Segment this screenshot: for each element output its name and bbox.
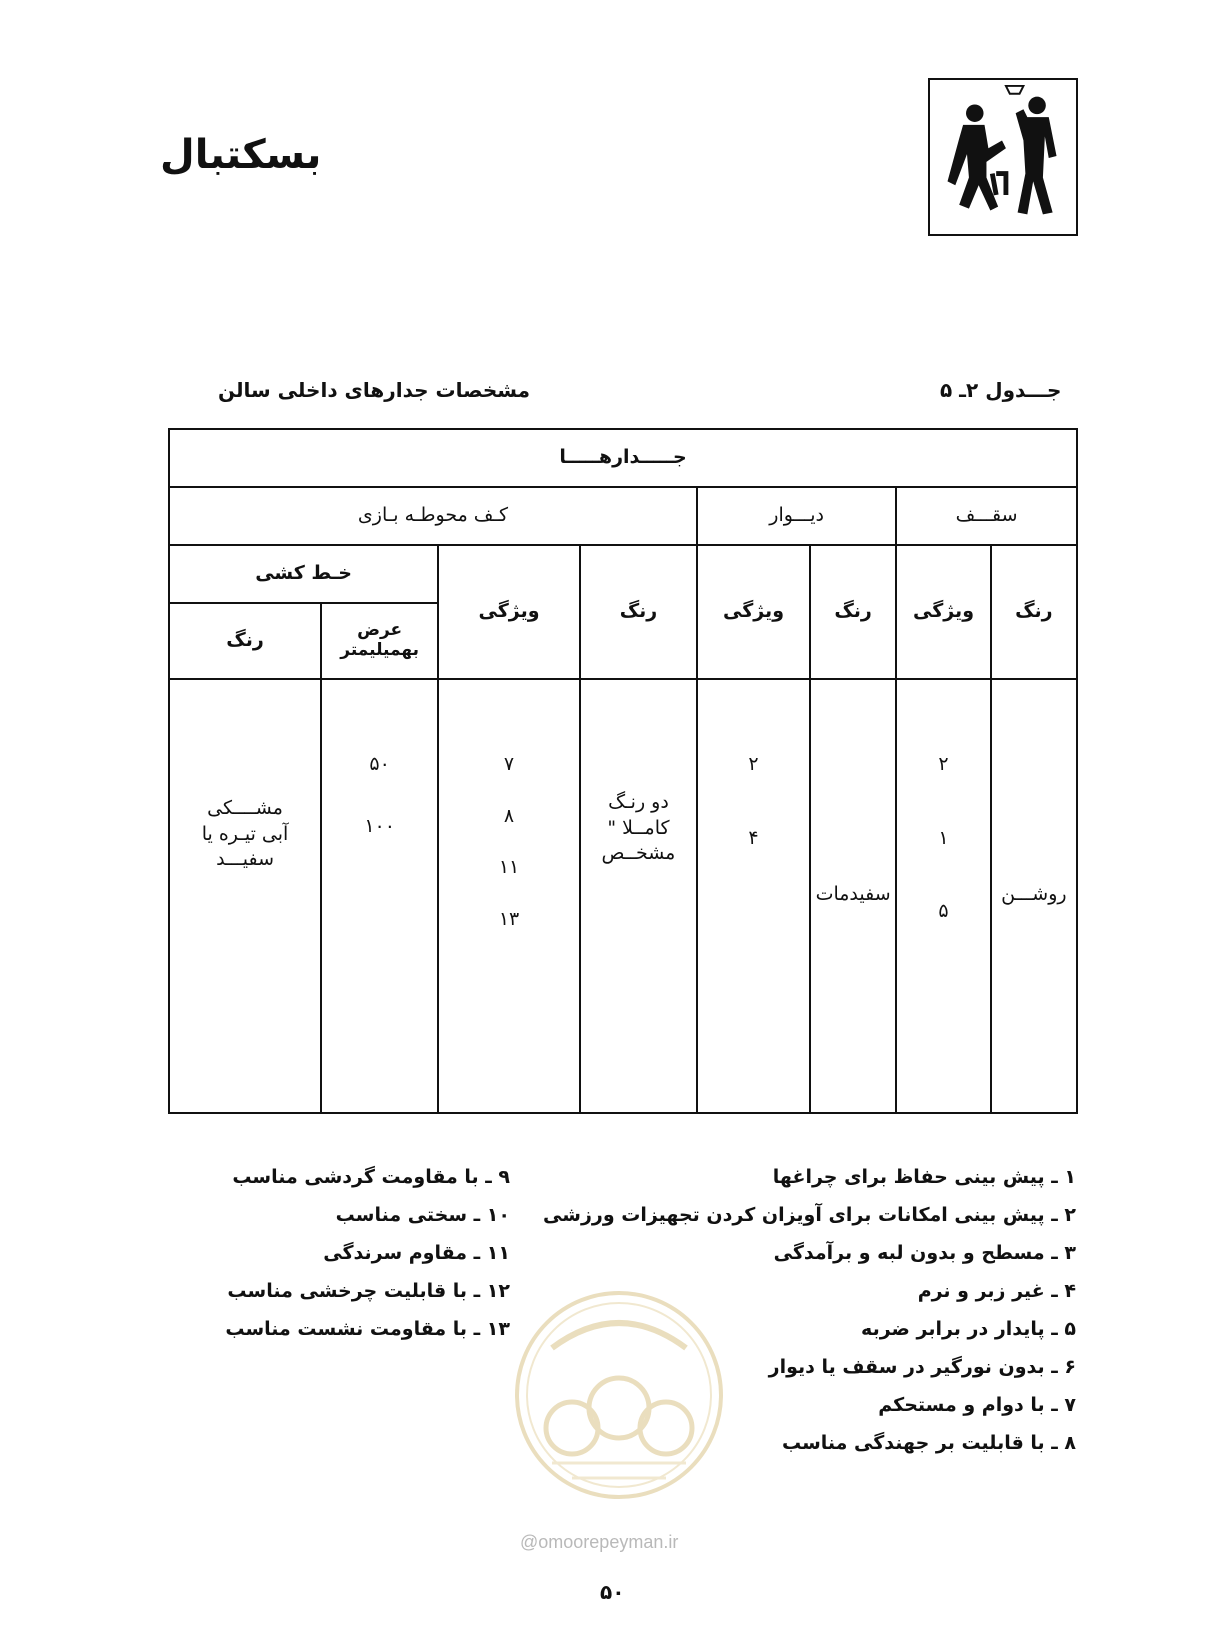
- note-item: ۱ ـ پیش بینی حفاظ برای چراغها: [772, 1166, 1076, 1188]
- list-item: ۱۱: [498, 856, 520, 879]
- col-ceiling-color: رنگ: [991, 545, 1077, 679]
- list-item: سفيـــد: [216, 848, 274, 871]
- wall-color-value: سفیدمات: [810, 679, 896, 1113]
- note-item: ۴ ـ غیر زبر و نرم: [917, 1280, 1076, 1302]
- col-floor-color: رنگ: [580, 545, 697, 679]
- table-top-header: جـــــدارهـــــا: [169, 429, 1077, 487]
- list-item: ۱: [938, 826, 949, 849]
- list-item: ۲: [938, 753, 949, 775]
- ceiling-color-value: روشـــن: [991, 679, 1077, 1113]
- note-item: ۵ ـ پایدار در برابر ضربه: [861, 1318, 1076, 1340]
- watermark-text: @omoorepeyman.ir: [520, 1532, 679, 1552]
- list-item: مشــــکی: [207, 797, 283, 819]
- list-item: کامــلا ": [607, 816, 670, 839]
- col-line-color: رنگ: [169, 603, 321, 679]
- floor-features: [438, 679, 580, 1113]
- list-item: مشخــص: [601, 842, 676, 865]
- note-item: ۸ ـ با قابلیت بر جهندگی مناسب: [781, 1432, 1076, 1454]
- col-floor-feature: ویژگی: [438, 545, 580, 679]
- floor-color-value: [580, 679, 697, 1113]
- note-item: ۷ ـ با دوام و مستحکم: [878, 1394, 1076, 1416]
- ceiling-features: [896, 679, 990, 1113]
- list-item: آبی تیـره یا: [201, 822, 289, 845]
- page-title: بسکتبال: [160, 132, 322, 178]
- col-ceiling-feature: ویژگی: [896, 545, 990, 679]
- note-item: ۱۲ ـ با قابلیت چرخشی مناسب: [227, 1280, 510, 1302]
- group-ceiling: سقـــف: [896, 487, 1077, 545]
- list-item: ۱۰۰: [364, 814, 395, 837]
- group-floor: کـف محوطـه بـازی: [169, 487, 697, 545]
- list-item: ۵۰: [369, 753, 390, 775]
- line-width-values: [321, 679, 438, 1113]
- line-marking-header: خـط کشی: [169, 545, 438, 603]
- page-number: ۵۰: [600, 1580, 625, 1604]
- group-wall: ديـــوار: [697, 487, 896, 545]
- col-wall-color: رنگ: [810, 545, 896, 679]
- list-item: ۲: [748, 753, 759, 775]
- notes-left: [210, 1158, 510, 1348]
- note-item: ۲ ـ پیش بینی امکانات برای آویزان کردن تجهیزات ورزشی: [543, 1204, 1076, 1226]
- omoore-peyman-stamp-icon: [512, 1288, 726, 1502]
- note-item: ۱۱ ـ مقاوم سرندگی: [323, 1242, 510, 1264]
- list-item: ۵: [938, 900, 949, 923]
- note-item: ۳ ـ مسطح و بدون لبه و برآمدگی: [773, 1242, 1076, 1264]
- table-number: جـــدول ۲ـ ۵: [940, 378, 1062, 402]
- note-item: ۱۳ ـ با مقاومت نشست مناسب: [225, 1318, 510, 1340]
- list-item: ۷: [503, 753, 515, 775]
- note-item: ۱۰ ـ سختی مناسب: [335, 1204, 510, 1226]
- list-item: ۸: [503, 804, 515, 827]
- table-caption: مشخصات جدارهای داخلی سالن: [218, 378, 531, 402]
- list-item: دو رنـگ: [608, 791, 669, 813]
- note-item: ۹ ـ با مقاومت گردشی مناسب: [232, 1166, 510, 1188]
- col-wall-feature: ویژگی: [697, 545, 810, 679]
- list-item: ۱۳: [498, 907, 520, 930]
- basketball-players-icon: [928, 78, 1078, 236]
- col-line-width: عرض بهميليمتر: [321, 603, 438, 679]
- line-color-values: [169, 679, 321, 1113]
- note-item: ۶ ـ بدون نورگیر در سقف یا دیوار: [768, 1356, 1076, 1378]
- wall-features: [697, 679, 810, 1113]
- specs-table: [168, 428, 1078, 1114]
- list-item: ۴: [748, 826, 759, 849]
